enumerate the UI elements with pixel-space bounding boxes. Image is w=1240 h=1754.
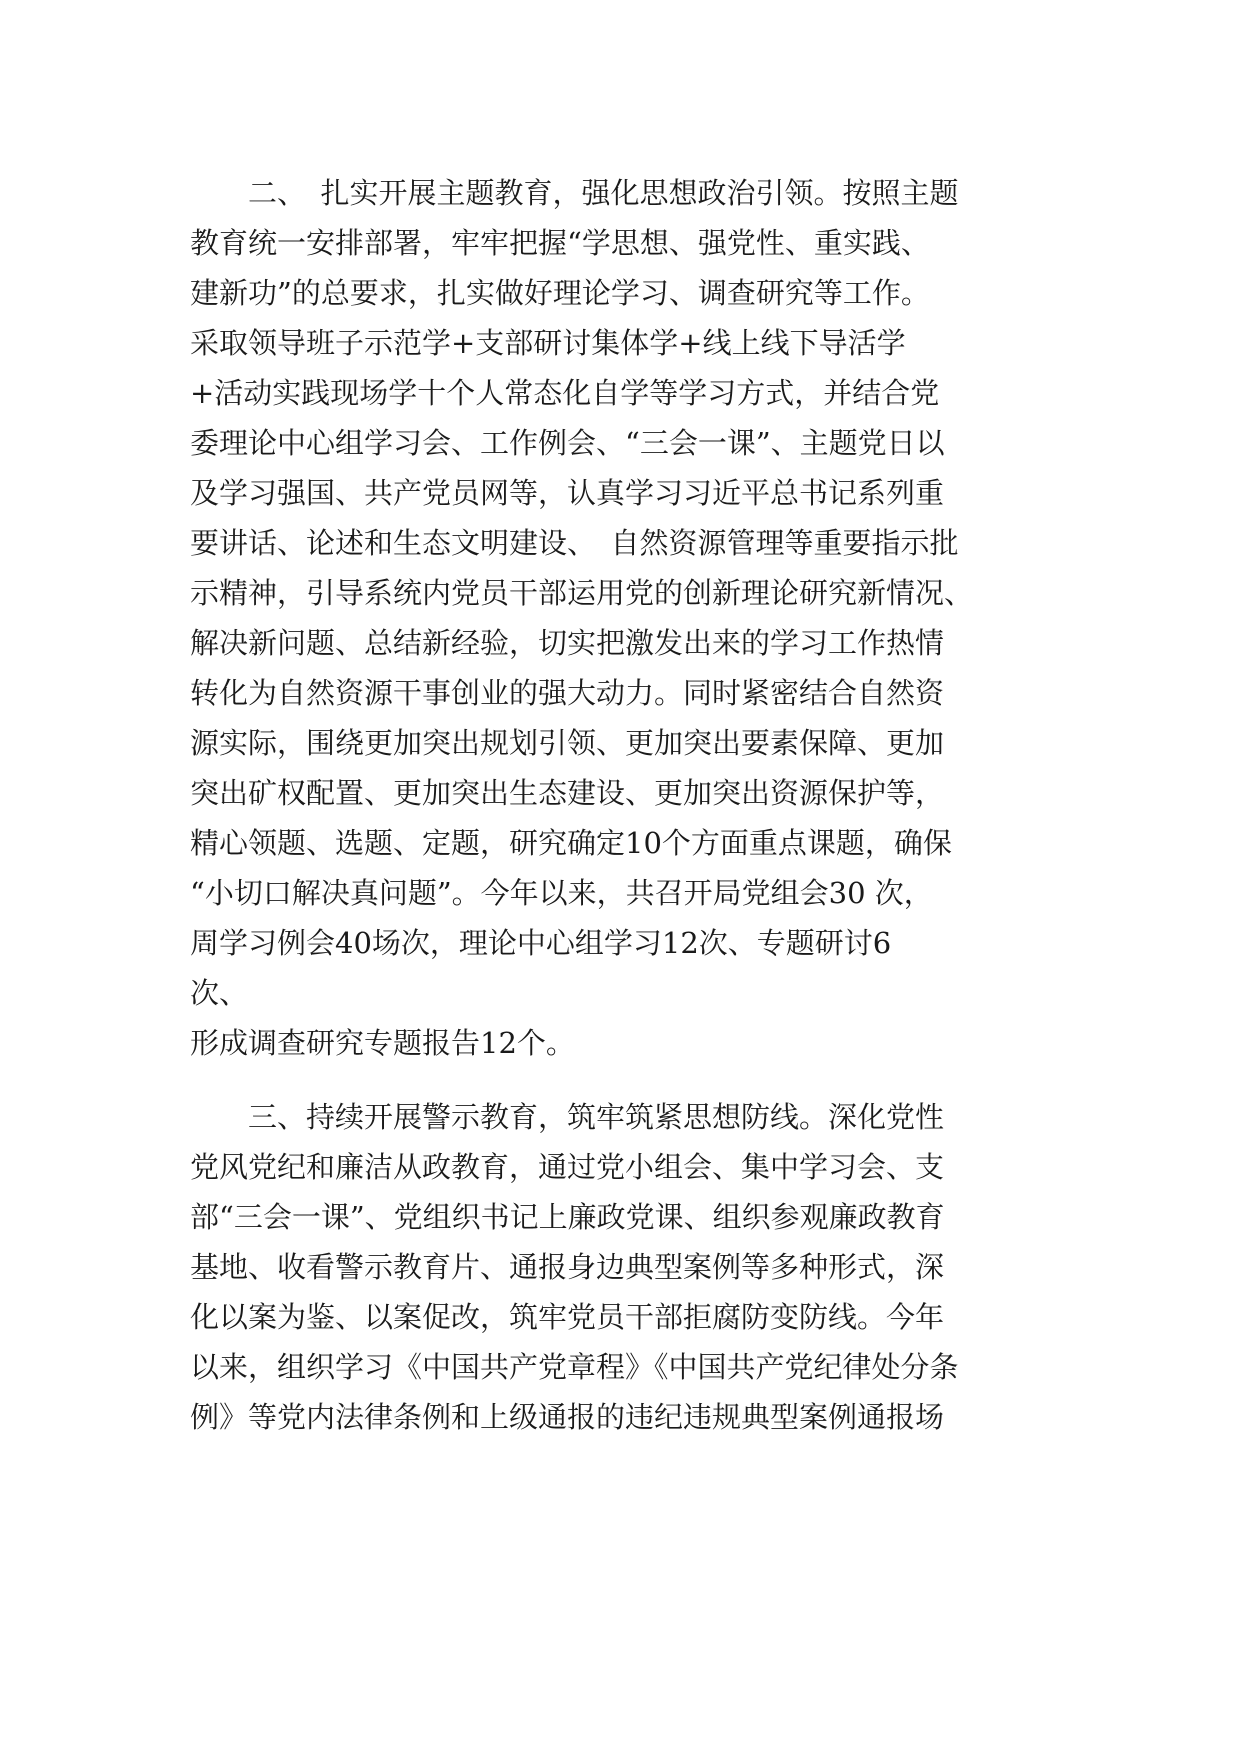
text-line: 要讲话、论述和生态文明建设、 自然资源管理等重要指示批: [190, 526, 959, 560]
text-line: 突出矿权配置、更加突出生态建设、更加突出资源保护等，: [190, 776, 945, 810]
text-line: 化以案为鉴、以案促改，筑牢党员干部拒腐防变防线。今年: [190, 1300, 945, 1334]
text-line: 三、持续开展警示教育，筑牢筑紧思想防线。深化党性: [190, 1100, 945, 1134]
text-line: 次、: [190, 976, 249, 1010]
text-line: 采取领导班子示范学+支部研讨集体学+线上线下导活学: [190, 326, 906, 360]
text-line: 基地、收看警示教育片、通报身边典型案例等多种形式，深: [190, 1250, 945, 1284]
text-line: 形成调查研究专题报告12个。: [190, 1026, 575, 1060]
section-three-paragraph: [190, 1092, 1090, 1442]
text-line: 例》等党内法律条例和上级通报的违纪违规典型案例通报场: [190, 1400, 945, 1434]
text-line: 源实际，围绕更加突出规划引领、更加突出要素保障、更加: [190, 726, 945, 760]
document-body: [190, 168, 1090, 1442]
text-line: 周学习例会40场次，理论中心组学习12次、专题研讨6: [190, 926, 892, 960]
text-line: 以来，组织学习《中国共产党章程》《中国共产党纪律处分条: [190, 1350, 959, 1384]
text-line: 建新功”的总要求，扎实做好理论学习、调查研究等工作。: [190, 276, 930, 310]
text-line: 及学习强国、共产党员网等，认真学习习近平总书记系列重: [190, 476, 945, 510]
paragraph-gap: [190, 1068, 1090, 1092]
text-line: 二、 扎实开展主题教育，强化思想政治引领。按照主题: [190, 176, 959, 210]
text-line: 精心领题、选题、定题，研究确定10个方面重点课题，确保: [190, 826, 952, 860]
text-line: 部“三会一课”、党组织书记上廉政党课、组织参观廉政教育: [190, 1200, 945, 1234]
text-line: 委理论中心组学习会、工作例会、“三会一课”、主题党日以: [190, 426, 945, 460]
text-line: 党风党纪和廉洁从政教育，通过党小组会、集中学习会、支: [190, 1150, 945, 1184]
text-line: 解决新问题、总结新经验，切实把激发出来的学习工作热情: [190, 626, 945, 660]
text-line: +活动实践现场学十个人常态化自学等学习方式，并结合党: [190, 376, 940, 410]
text-line: 示精神，引导系统内党员干部运用党的创新理论研究新情况、: [190, 576, 974, 610]
text-line: 教育统一安排部署，牢牢把握“学思想、强党性、重实践、: [190, 226, 930, 260]
text-line: “小切口解决真问题”。今年以来，共召开局党组会30 次，: [190, 876, 933, 910]
section-two-paragraph: [190, 168, 1090, 1068]
text-line: 转化为自然资源干事创业的强大动力。同时紧密结合自然资: [190, 676, 945, 710]
